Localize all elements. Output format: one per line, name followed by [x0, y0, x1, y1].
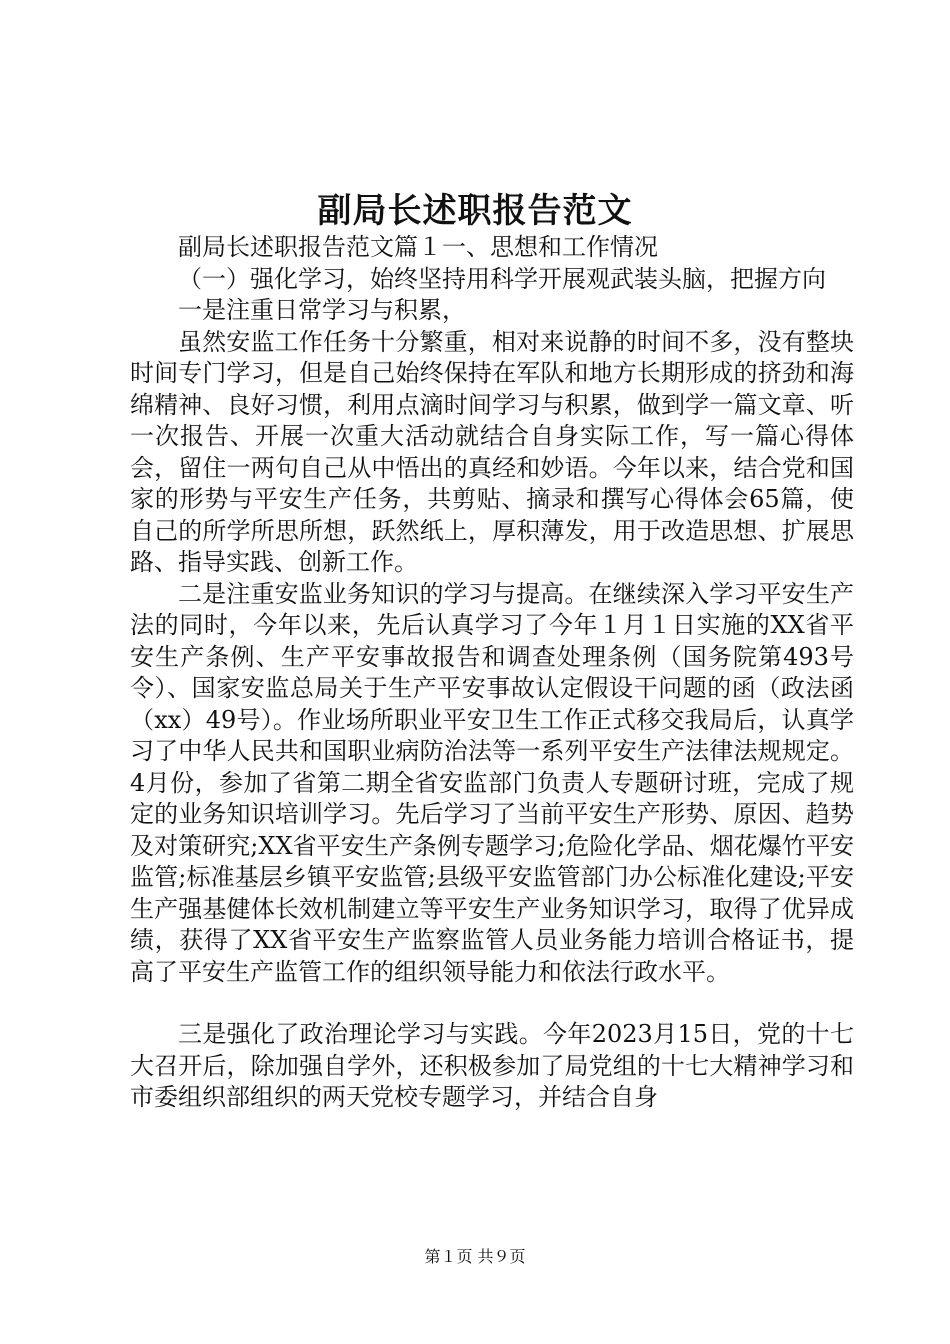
paragraph-gap: [130, 988, 854, 1019]
paragraph-point-two: 二是注重安监业务知识的学习与提高。在继续深入学习平安生产法的同时，今年以来，先后认真学习了今年１月１日实施的XX省平安生产条例、生产平安事故报告和调查处理条例（国务院第493号令）、国家安监总局关于生产平安事故认定假设干问题的函（政法函（xx）49号）。作业场所职业平安卫生工作正式移交我局后，认真学习了中华人民共和国职业病防治法等一系列平安生产法律法规规定。4月份，参加了省第二期全省安监部门负责人专题研讨班，完成了规定的业务知识培训学习。先后学习了当前平安生产形势、原因、趋势及对策研究;XX省平安生产条例专题学习;危险化学品、烟花爆竹平安监管;标准基层乡镇平安监管;县级平安监管部门办公标准化建设;平安生产强基健体长效机制建立等平安生产业务知识学习，取得了优异成绩，获得了XX省平安生产监察监管人员业务能力培训合格证书，提高了平安生产监管工作的组织领导能力和依法行政水平。: [130, 579, 854, 986]
document-title: 副局长述职报告范文: [317, 191, 633, 231]
document-body: [130, 232, 854, 1114]
paragraph-body: 虽然安监工作任务十分繁重，相对来说静的时间不多，没有整块时间专门学习，但是自己始终保持在军队和地方长期形成的挤劲和海绵精神、良好习惯，利用点滴时间学习与积累，做到学一篇文章、听一次报告、开展一次重大活动就结合自身实际工作，写一篇心得体会，留住一两句自己从中悟出的真经和妙语。今年以来，结合党和国家的形势与平安生产任务，共剪贴、摘录和撰写心得体会65篇，使自己的所学所思所想，跃然纸上，厚积薄发，用于改造思想、扩展思路、指导实践、创新工作。: [130, 327, 854, 576]
paragraph-section-one: （一）强化学习，始终坚持用科学开展观武装头脑，把握方向: [178, 264, 826, 293]
page-number: 第１页 共９页: [424, 1247, 526, 1266]
paragraph-point-three: 三是强化了政治理论学习与实践。今年2023月15日，党的十七大召开后，除加强自学外，还积极参加了局党组的十七大精神学习和市委组织部组织的两天党校专题学习，并结合自身: [130, 1020, 854, 1111]
paragraph-point-one: 一是注重日常学习与积累，: [178, 296, 466, 324]
paragraph-heading-intro: 副局长述职报告范文篇１一、思想和工作情况: [178, 233, 658, 261]
